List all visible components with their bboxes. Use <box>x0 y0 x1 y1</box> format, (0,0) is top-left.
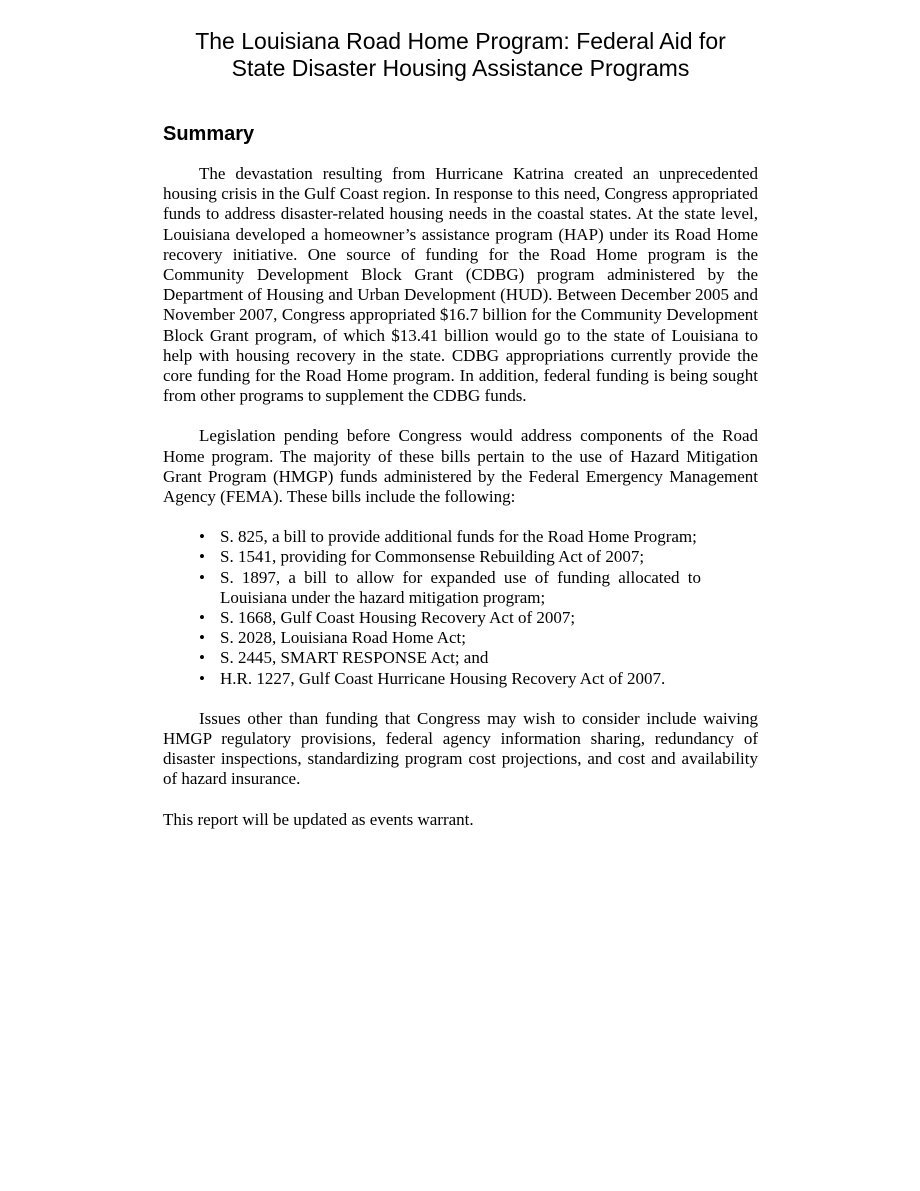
summary-heading: Summary <box>163 123 255 145</box>
list-item <box>199 527 701 547</box>
list-item <box>199 668 701 689</box>
bill-text: S. 1668, Gulf Coast Housing Recovery Act of 2007; <box>220 608 576 628</box>
bullet-icon: • <box>199 608 205 628</box>
title-line-1: The Louisiana Road Home Program: Federal Aid for <box>195 28 726 54</box>
bill-text: S. 1897, a bill to allow for expanded use of funding allocated to Louisiana under the hazard mitigation program; <box>220 567 701 607</box>
update-note: This report will be updated as events warrant. <box>163 809 474 829</box>
list-item <box>199 628 701 648</box>
list-item <box>199 648 701 668</box>
bullet-icon: • <box>199 648 205 668</box>
title-line-2: State Disaster Housing Assistance Programs <box>231 55 690 81</box>
bullet-icon: • <box>199 547 205 567</box>
bullet-icon: • <box>199 628 205 648</box>
bill-text: S. 2445, SMART RESPONSE Act; and <box>220 648 489 668</box>
list-item <box>199 547 701 567</box>
bill-text: H.R. 1227, Gulf Coast Hurricane Housing Recovery Act of 2007. <box>220 668 666 688</box>
bullet-icon: • <box>199 668 205 688</box>
bill-text: S. 825, a bill to provide additional funds for the Road Home Program; <box>220 527 697 547</box>
list-item <box>199 608 701 628</box>
document-page <box>163 0 758 830</box>
document-title <box>163 28 758 82</box>
summary-paragraph-2: Legislation pending before Congress would address components of the Road Home program. The majority of these bills pertain to the use of Hazard Mitigation Grant Program (HMGP) funds administered by the Federal Emergency Management Agency (FEMA). These bills include the following: <box>163 426 758 507</box>
bill-list <box>163 527 758 689</box>
bill-text: S. 1541, providing for Commonsense Rebuilding Act of 2007; <box>220 547 645 567</box>
bullet-icon: • <box>199 567 205 587</box>
list-item <box>199 567 701 608</box>
bullet-icon: • <box>199 527 205 547</box>
bill-text: S. 2028, Louisiana Road Home Act; <box>220 628 467 648</box>
summary-paragraph-3: Issues other than funding that Congress may wish to consider include waiving HMGP regulatory provisions, federal agency information sharing, redundancy of disaster inspections, standardizing program cost projections, and cost and availability of hazard insurance. <box>163 708 758 789</box>
summary-paragraph-1: The devastation resulting from Hurricane Katrina created an unprecedented housing crisis in the Gulf Coast region. In response to this need, Congress appropriated funds to address disaster-related housing needs in the coastal states. At the state level, Louisiana developed a homeowner’s assistance program (HAP) under its Road Home recovery initiative. One source of funding for the Road Home program is the Community Development Block Grant (CDBG) program administered by the Department of Housing and Urban Development (HUD). Between December 2005 and November 2007, Congress appropriated $16.7 billion for the Community Development Block Grant program, of which $13.41 billion would go to the state of Louisiana to help with housing recovery in the state. CDBG appropriations currently provide the core funding for the Road Home program. In addition, federal funding is being sought from other programs to supplement the CDBG funds. <box>163 164 758 406</box>
